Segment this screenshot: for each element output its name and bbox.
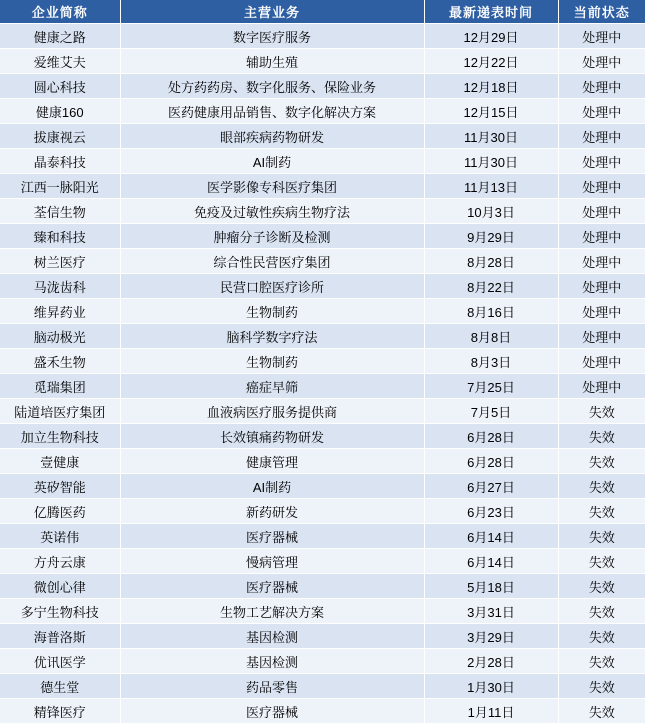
table-row: [0, 474, 645, 499]
table-row: [0, 299, 645, 324]
table-row: [0, 449, 645, 474]
cell-company-name: 树兰医疗: [0, 249, 120, 274]
table-row: [0, 374, 645, 399]
cell-business-scope: 脑科学数字疗法: [120, 324, 424, 349]
cell-business-scope: 医疗器械: [120, 524, 424, 549]
cell-filing-date: 2月28日: [424, 649, 558, 674]
cell-business-scope: 眼部疾病药物研发: [120, 124, 424, 149]
cell-business-scope: 生物制药: [120, 349, 424, 374]
cell-business-scope: AI制药: [120, 149, 424, 174]
column-header-business: 主营业务: [120, 0, 424, 24]
table-row: [0, 624, 645, 649]
cell-status: 失效: [558, 574, 645, 599]
cell-status: 失效: [558, 474, 645, 499]
cell-business-scope: 肿瘤分子诊断及检测: [120, 224, 424, 249]
cell-filing-date: 6月14日: [424, 524, 558, 549]
cell-business-scope: 处方药药房、数字化服务、保险业务: [120, 74, 424, 99]
table-row: [0, 124, 645, 149]
table-body: [0, 24, 645, 724]
cell-status: 失效: [558, 524, 645, 549]
cell-company-name: 德生堂: [0, 674, 120, 699]
cell-filing-date: 8月28日: [424, 249, 558, 274]
cell-company-name: 精锋医疗: [0, 699, 120, 724]
cell-company-name: 壹健康: [0, 449, 120, 474]
cell-status: 失效: [558, 699, 645, 724]
cell-filing-date: 8月3日: [424, 349, 558, 374]
cell-status: 失效: [558, 424, 645, 449]
cell-status: 处理中: [558, 349, 645, 374]
table-row: [0, 199, 645, 224]
cell-business-scope: 生物工艺解决方案: [120, 599, 424, 624]
table-row: [0, 149, 645, 174]
cell-company-name: 觅瑞集团: [0, 374, 120, 399]
cell-business-scope: 健康管理: [120, 449, 424, 474]
cell-business-scope: 数字医疗服务: [120, 24, 424, 49]
cell-status: 失效: [558, 624, 645, 649]
table-row: [0, 324, 645, 349]
cell-filing-date: 3月31日: [424, 599, 558, 624]
cell-status: 处理中: [558, 249, 645, 274]
cell-filing-date: 11月30日: [424, 149, 558, 174]
cell-company-name: 优讯医学: [0, 649, 120, 674]
cell-filing-date: 11月30日: [424, 124, 558, 149]
table-row: [0, 574, 645, 599]
cell-filing-date: 6月28日: [424, 449, 558, 474]
cell-filing-date: 10月3日: [424, 199, 558, 224]
cell-filing-date: 8月16日: [424, 299, 558, 324]
cell-company-name: 健康160: [0, 99, 120, 124]
cell-company-name: 加立生物科技: [0, 424, 120, 449]
cell-filing-date: 1月11日: [424, 699, 558, 724]
cell-business-scope: 医药健康用品销售、数字化解决方案: [120, 99, 424, 124]
cell-status: 处理中: [558, 24, 645, 49]
cell-business-scope: 免疫及过敏性疾病生物疗法: [120, 199, 424, 224]
cell-company-name: 维昇药业: [0, 299, 120, 324]
table-row: [0, 24, 645, 49]
cell-status: 失效: [558, 499, 645, 524]
cell-business-scope: 辅助生殖: [120, 49, 424, 74]
cell-filing-date: 6月23日: [424, 499, 558, 524]
cell-company-name: 爱维艾夫: [0, 49, 120, 74]
table-header: [0, 0, 645, 24]
table-row: [0, 674, 645, 699]
cell-business-scope: 综合性民营医疗集团: [120, 249, 424, 274]
cell-company-name: 马泷齿科: [0, 274, 120, 299]
cell-status: 失效: [558, 649, 645, 674]
cell-company-name: 拔康视云: [0, 124, 120, 149]
cell-status: 处理中: [558, 374, 645, 399]
cell-business-scope: 基因检测: [120, 624, 424, 649]
table-row: [0, 549, 645, 574]
cell-filing-date: 12月22日: [424, 49, 558, 74]
cell-status: 处理中: [558, 74, 645, 99]
cell-business-scope: 癌症早筛: [120, 374, 424, 399]
cell-status: 处理中: [558, 324, 645, 349]
cell-filing-date: 7月25日: [424, 374, 558, 399]
table-row: [0, 699, 645, 724]
cell-business-scope: 血液病医疗服务提供商: [120, 399, 424, 424]
cell-company-name: 臻和科技: [0, 224, 120, 249]
cell-company-name: 圆心科技: [0, 74, 120, 99]
column-header-status: 当前状态: [558, 0, 645, 24]
cell-company-name: 晶泰科技: [0, 149, 120, 174]
cell-filing-date: 12月29日: [424, 24, 558, 49]
cell-business-scope: 民营口腔医疗诊所: [120, 274, 424, 299]
table-row: [0, 649, 645, 674]
table-row: [0, 249, 645, 274]
cell-company-name: 微创心律: [0, 574, 120, 599]
cell-filing-date: 8月8日: [424, 324, 558, 349]
table-row: [0, 49, 645, 74]
table-row: [0, 224, 645, 249]
cell-status: 处理中: [558, 274, 645, 299]
cell-business-scope: 医疗器械: [120, 699, 424, 724]
cell-filing-date: 6月28日: [424, 424, 558, 449]
cell-company-name: 海普洛斯: [0, 624, 120, 649]
cell-filing-date: 11月13日: [424, 174, 558, 199]
table-row: [0, 424, 645, 449]
cell-company-name: 盛禾生物: [0, 349, 120, 374]
cell-status: 失效: [558, 674, 645, 699]
column-header-filing-date: 最新递表时间: [424, 0, 558, 24]
table-row: [0, 174, 645, 199]
cell-status: 处理中: [558, 124, 645, 149]
cell-business-scope: AI制药: [120, 474, 424, 499]
cell-business-scope: 药品零售: [120, 674, 424, 699]
cell-filing-date: 12月15日: [424, 99, 558, 124]
cell-status: 失效: [558, 549, 645, 574]
cell-company-name: 多宁生物科技: [0, 599, 120, 624]
cell-filing-date: 6月27日: [424, 474, 558, 499]
cell-business-scope: 慢病管理: [120, 549, 424, 574]
cell-status: 处理中: [558, 149, 645, 174]
table-row: [0, 524, 645, 549]
cell-status: 处理中: [558, 199, 645, 224]
cell-filing-date: 1月30日: [424, 674, 558, 699]
cell-filing-date: 9月29日: [424, 224, 558, 249]
cell-company-name: 江西一脉阳光: [0, 174, 120, 199]
cell-filing-date: 5月18日: [424, 574, 558, 599]
cell-company-name: 荃信生物: [0, 199, 120, 224]
cell-company-name: 英矽智能: [0, 474, 120, 499]
cell-company-name: 陆道培医疗集团: [0, 399, 120, 424]
cell-business-scope: 生物制药: [120, 299, 424, 324]
cell-business-scope: 新药研发: [120, 499, 424, 524]
cell-status: 处理中: [558, 174, 645, 199]
cell-status: 处理中: [558, 49, 645, 74]
column-header-company: 企业简称: [0, 0, 120, 24]
cell-status: 处理中: [558, 299, 645, 324]
table-row: [0, 274, 645, 299]
cell-business-scope: 长效镇痛药物研发: [120, 424, 424, 449]
cell-business-scope: 基因检测: [120, 649, 424, 674]
cell-business-scope: 医学影像专科医疗集团: [120, 174, 424, 199]
cell-company-name: 方舟云康: [0, 549, 120, 574]
cell-status: 失效: [558, 599, 645, 624]
table-header-row: [0, 0, 645, 24]
table-row: [0, 499, 645, 524]
cell-status: 处理中: [558, 224, 645, 249]
cell-status: 失效: [558, 449, 645, 474]
table-row: [0, 599, 645, 624]
cell-status: 处理中: [558, 99, 645, 124]
table-row: [0, 99, 645, 124]
cell-filing-date: 12月18日: [424, 74, 558, 99]
cell-company-name: 亿腾医药: [0, 499, 120, 524]
cell-filing-date: 8月22日: [424, 274, 558, 299]
cell-filing-date: 6月14日: [424, 549, 558, 574]
table-row: [0, 349, 645, 374]
cell-filing-date: 7月5日: [424, 399, 558, 424]
table-row: [0, 399, 645, 424]
cell-company-name: 脑动极光: [0, 324, 120, 349]
table-row: [0, 74, 645, 99]
cell-filing-date: 3月29日: [424, 624, 558, 649]
cell-company-name: 健康之路: [0, 24, 120, 49]
cell-business-scope: 医疗器械: [120, 574, 424, 599]
cell-company-name: 英诺伟: [0, 524, 120, 549]
cell-status: 失效: [558, 399, 645, 424]
